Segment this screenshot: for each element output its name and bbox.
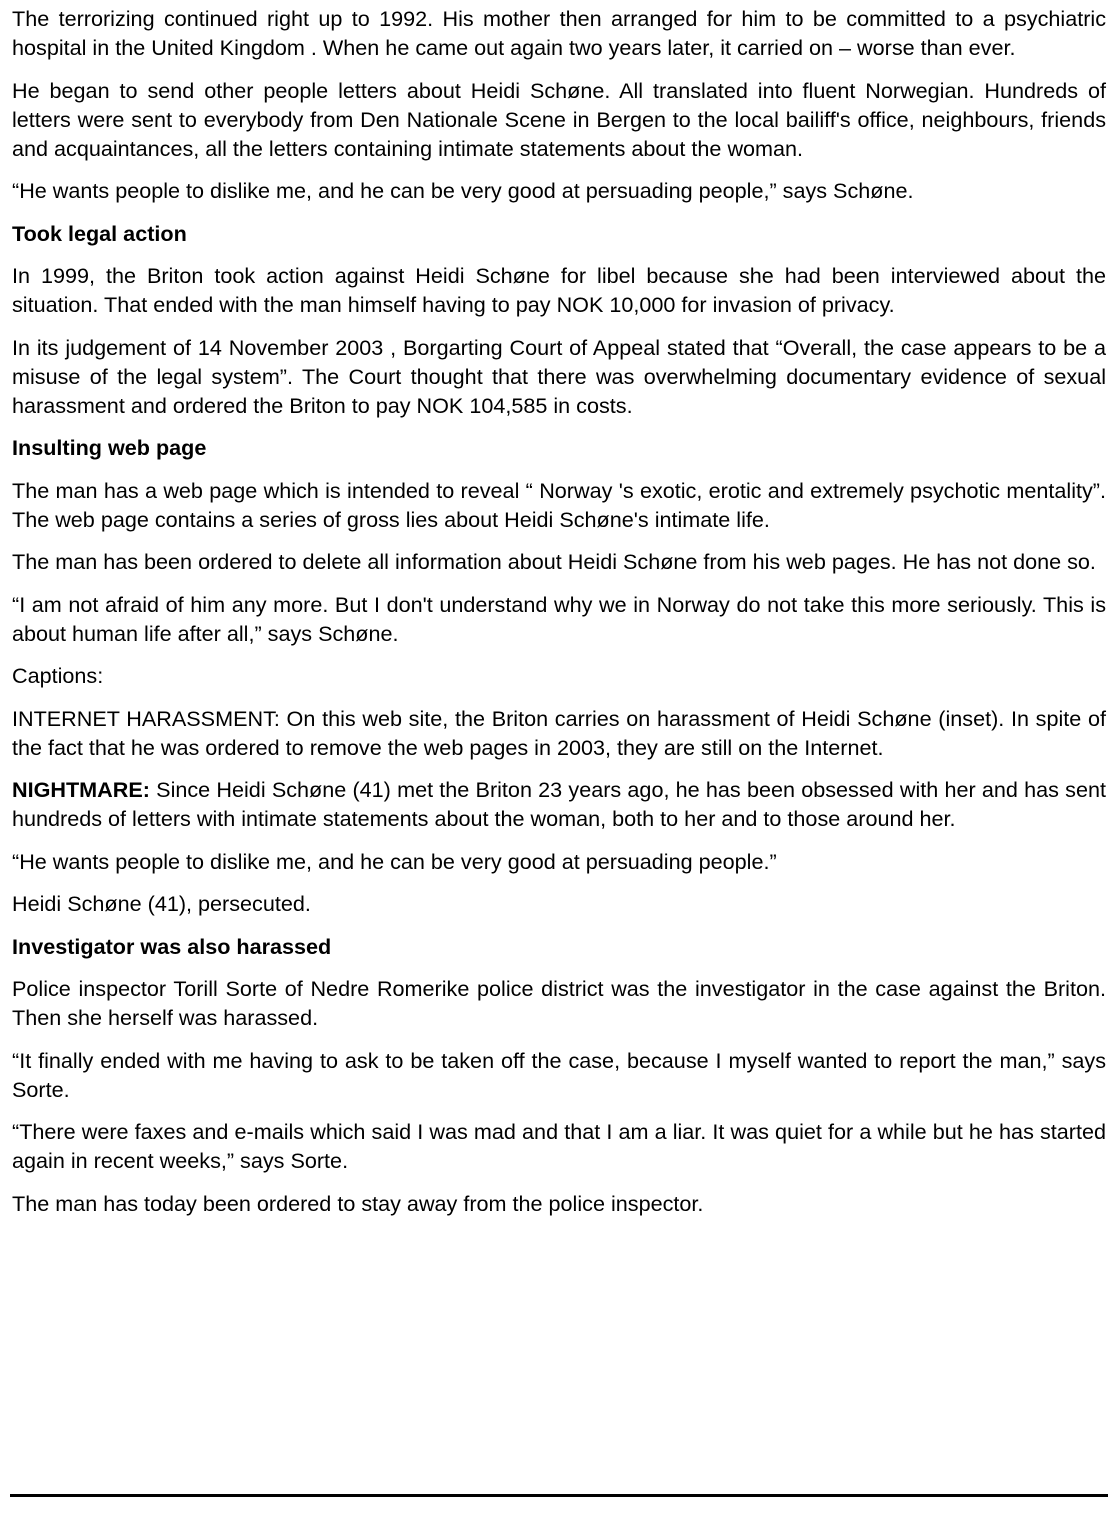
paragraph-quote-dislike: “He wants people to dislike me, and he can be very good at persuading people,” says Schøne.: [12, 178, 914, 203]
paragraph-libel: In 1999, the Briton took action against Heidi Schøne for libel because she had been interviewed about the situation. That ended with the man himself having to pay NOK 10,000 for invasion of privacy.: [12, 263, 1106, 317]
bottom-rule: [10, 1494, 1108, 1497]
paragraph-ordered-delete: The man has been ordered to delete all information about Heidi Schøne from his web pages. He has not done so.: [12, 549, 1096, 574]
heading-insulting-web-page: Insulting web page: [12, 435, 207, 460]
caption-quote: “He wants people to dislike me, and he can be very good at persuading people.”: [12, 848, 777, 874]
heading-investigator-harassed: Investigator was also harassed: [12, 933, 332, 959]
caption-attribution: Heidi Schøne (41), persecuted.: [12, 891, 311, 916]
caption-nightmare-lead: NIGHTMARE:: [12, 777, 150, 802]
paragraph-faxes-emails: “There were faxes and e-mails which said I was mad and that I am a liar. It was quiet for a while but he has started again in recent weeks,” says Sorte.: [12, 1119, 1106, 1173]
caption-nightmare: [12, 775, 1106, 833]
captions-label: Captions:: [12, 663, 104, 688]
paragraph-taken-off-case: “It finally ended with me having to ask to be taken off the case, because I myself wanted to report the man,” says Sorte.: [12, 1047, 1106, 1102]
paragraph-stay-away: The man has today been ordered to stay away from the police inspector.: [12, 1190, 704, 1216]
paragraph-judgement: In its judgement of 14 November 2003 , Borgarting Court of Appeal stated that “Overall, the case appears to be a misuse of the legal system”. The Court thought that there was overwhelming documentary evidence of sexual harassment and ordered the Briton to pay NOK 104,585 in costs.: [12, 334, 1106, 418]
caption-nightmare-text: Since Heidi Schøne (41) met the Briton 23 years ago, he has been obsessed with her and has sent hundreds of letters with intimate statements about the woman, both to her and to those around her.: [12, 777, 1106, 831]
heading-took-legal-action: Took legal action: [12, 220, 187, 246]
document-page: [12, 4, 1106, 1231]
paragraph-terrorizing: The terrorizing continued right up to 1992. His mother then arranged for him to be committed to a psychiatric hospital in the United Kingdom . When he came out again two years later, it carried on – worse than ever.: [12, 6, 1106, 60]
paragraph-web-page: The man has a web page which is intended to reveal “ Norway 's exotic, erotic and extremely psychotic mentality”. The web page contains a series of gross lies about Heidi Schøne's intimate life.: [12, 477, 1106, 532]
paragraph-police-inspector: Police inspector Torill Sorte of Nedre Romerike police district was the investigator in the case against the Briton. Then she herself was harassed.: [12, 976, 1106, 1030]
caption-internet-harassment: INTERNET HARASSMENT: On this web site, the Briton carries on harassment of Heidi Schøne (inset). In spite of the fact that he was ordered to remove the web pages in 2003, they are still on the Internet.: [12, 705, 1106, 760]
paragraph-not-afraid: “I am not afraid of him any more. But I don't understand why we in Norway do not take this more seriously. This is about human life after all,” says Schøne.: [12, 591, 1106, 646]
paragraph-letters: He began to send other people letters about Heidi Schøne. All translated into fluent Norwegian. Hundreds of letters were sent to everybody from Den Nationale Scene in Bergen to the local bailiff's office, neighbours, friends and acquaintances, all the letters containing intimate statements about the woman.: [12, 77, 1106, 161]
